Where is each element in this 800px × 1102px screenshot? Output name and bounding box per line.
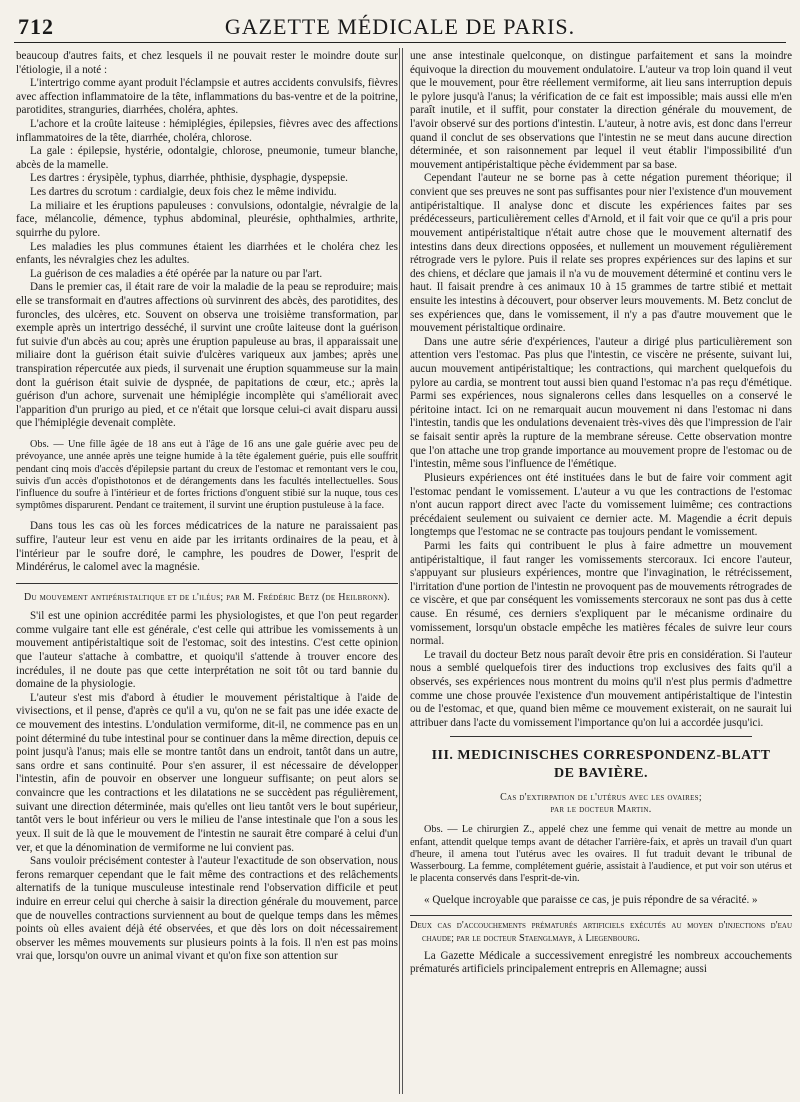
page-header	[14, 10, 786, 43]
page-number: 712	[18, 14, 54, 39]
case-title: Deux cas d'accouchements prématurés artificiels exécutés au moyen d'injections d'eau chaude; par le docteur Staenglmayr, à Liegenbourg.	[410, 920, 792, 944]
left-column	[16, 50, 398, 1094]
paragraph: Les dartres du scrotum : cardialgie, deux fois chez le même individu.	[30, 186, 337, 199]
article-title: Du mouvement antipéristaltique et de l'iléus; par M. Frédéric Betz (de Heilbronn).	[23, 591, 391, 603]
paragraph: Le travail du docteur Betz nous paraît devoir être pris en considération. Si l'auteur nous a semblé quelquefois tirer des inductions trop exclusives des faits qu'il a observés, ses expériences nous montrent du moins qu'il n'est plus permis d'admettre comme une chose prouvée l'existence d'un mouvement antipéristaltique de l'intestin ou de l'estomac, et que, quand bien même ce mouvement existerait, on ne saurait lui attribuer dans l'acte du vomissement l'importance qu'on lui a accordée jusqu'ici.	[410, 648, 792, 729]
paragraph: une anse intestinale quelconque, on distingue parfaitement et sans la moindre équivoque la direction du mouvement ondulatoire. L'auteur va trop loin quand il veut que le mouvement, pour être réellement vermiforme, ait lieu sans interruption depuis le pylore jusqu'à l'anus; la vérification de ce fait est impossible; mais aussi elle m'en paraît inutile, et il suffit, pour constater la direction générale du mouvement, de l'avoir observé sur des portions d'intestin. L'auteur, à notre avis, est donc dans l'erreur quand il conclut de ses observations que l'intestin ne se meut dans aucune direction déterminée, et son raisonnement par lequel il veut établir l'impossibilité d'un mouvement antipéristaltique pèche évidemment par sa base.	[410, 50, 792, 171]
paragraph: Cependant l'auteur ne se borne pas à cette négation purement théorique; il convient que ses preuves ne sont pas suffisantes pour nier l'existence d'un mouvement antipéristaltique. Il analyse donc et discute les expériences faites par ses prédécesseurs, particulièrement celles d'Arnold, et il fait voir que ce qu'il a pris pour mouvement antipéristaltique n'était autre chose que le mouvement alternatif des intestins dans deux directions opposées, et nullement un mouvement régulièrement rétrograde vers le pylore. Puis il relate ses propres expériences sur des lapins et sur des chiens, et déclare que jamais il n'a vu de mouvement déterminé et continu vers le haut. Il faisait prendre à ces animaux 10 à 15 grammes de tartre stibié et mettait ensuite les intestins à découvert, pour observer leurs mouvements. M. Betz conclut de ses expériences que, dans le vomissement, il n'y a pas d'autre mouvement que le mouvement péristaltique ordinaire.	[410, 172, 792, 335]
right-column	[410, 50, 792, 1094]
quote: « Quelque incroyable que paraisse ce cas, je puis répondre de sa véracité. »	[424, 893, 758, 906]
paragraph: Dans tous les cas où les forces médicatrices de la nature ne paraissaient pas suffire, l'auteur leur est venu en aide par les irritants ordinaires de la peau, et à l'intérieur par le soufre doré, le camphre, les poudres de Dower, l'esprit de Mindérérus, le calomel avec la magnésie.	[16, 520, 398, 574]
paragraph: L'intertrigo comme ayant produit l'éclampsie et autres accidents convulsifs, fièvres avec affection inflammatoire de la tête, inflammations du bas-ventre et de la poitrine, parotidites, stranguries, diarrhées, choléra, aphtes.	[16, 77, 398, 117]
section-subheading: DE BAVIÈRE.	[554, 765, 648, 781]
paragraph: beaucoup d'autres faits, et chez lesquels il ne pouvait rester le moindre doute sur l'étiologie, il a noté :	[16, 50, 398, 76]
paragraph: L'achore et la croûte laiteuse : hémiplégies, épilepsies, fièvres avec des affections inflammatoires de la tête, diarrhée, choléra, chlorose.	[16, 118, 398, 144]
section-divider	[450, 736, 752, 737]
column-divider-inner	[402, 48, 403, 1094]
paragraph: La gale : épilepsie, hystérie, odontalgie, chlorose, pneumonie, tumeur blanche, abcès de la mamelle.	[16, 145, 398, 171]
paragraph: Les dartres : érysipèle, typhus, diarrhée, phthisie, dysphagie, dyspepsie.	[30, 172, 348, 185]
column-divider	[399, 48, 400, 1094]
paragraph: Dans le premier cas, il était rare de voir la maladie de la peau se reproduire; mais elle se transformait en d'autres affections où survinrent des abcès, des parotidites, des furoncles, des ulcères, etc. Souvent on observa une troisième transformation, par exemple après un intertrigo desséché, il survint une croûte laiteuse dont la guérison fut suivie d'un abcès au cou; après une éruption papuleuse au bras, il apparaissait une miliaire dont la guérison était suivie d'ulcères variqueux aux jambes; après une transpiration répercutée aux pieds, il survenait une éruption squammeuse sur la main dont la guérison était suivie de dyspnée, de papitations de cœur, etc.; après la guérison d'un achore, survenait une hémiplégie incomplète qui s'améliorait avec l'apparition d'un prurigo au pied, et ce n'était que lorsque celui-ci avait disparu aussi que l'hémiplégie devenait complète.	[16, 281, 398, 430]
paragraph: La miliaire et les éruptions papuleuses : convulsions, odontalgie, névralgie de la face, mélancolie, démence, typhus abdominal, pleurésie, ophthalmies, arthrite, squirrhe du pylore.	[16, 199, 398, 239]
paragraph: Sans vouloir précisément contester à l'auteur l'exactitude de son observation, nous ferons remarquer cependant que le fait même des contractions et des relâchements alternatifs de la tunique musculeuse intestinale rend l'observation difficile et peut induire en erreur celui qui cherche à saisir la direction générale du mouvement, parce que de nouvelles contractions surviennent au bout de quelque temps dans les mêmes points où elles avaient déjà été observées, et que dès lors on doit nécessairement observer les mêmes mouvements sur plusieurs points à la fois. Il n'en est pas moins vrai que, lorsqu'on ouvre un animal vivant et qu'on fixe son attention sur	[16, 855, 398, 963]
case-author: par le docteur Martin.	[550, 804, 652, 816]
journal-title: GAZETTE MÉDICALE DE PARIS.	[224, 14, 576, 39]
observation-note: Obs. — Le chirurgien Z., appelé chez une femme qui venait de mettre au monde un enfant, attendit quelque temps avant de détacher l'arrière-faix, et après un travail d'un quart d'heure, il amena tout l'utérus avec les ovaires. Il fut traduit devant le tribunal de Wasserbourg. La femme, complétement guérie, assistait à l'audience, et put voir son utérus et le placenta conservés dans l'esprit-de-vin.	[410, 824, 792, 885]
paragraph: L'auteur s'est mis d'abord à étudier le mouvement péristaltique à l'aide de vivisections, et il pense, d'après ce qu'il a vu, qu'on ne se fait pas une idée exacte de ce mouvement des intestins. L'ondulation vermiforme, dit-il, ne commence pas en un point déterminé du tube intestinal pour se continuer dans la même direction, depuis ce point jusqu'à l'anus; mais elle se montre tantôt dans un endroit, tantôt dans un autre, sans ordre et sans continuité. Pour s'en assurer, il est nécessaire de développer l'intestin, afin de pouvoir en observer une longueur suffisante; on peut alors se convaincre que les contractions et les dilatations ne se succèdent pas régulièrement, suivant une direction déterminée, mais qu'elles ont lieu tantôt vers le bout supérieur, tantôt vers le bout inférieur ou vers le milieu de l'anse intestinale que l'on a sous les yeux. Il suit de là que le mouvement de l'intestin ne saurait être comparé à celui d'un ver, et que la dénomination de vermiforme ne lui convient pas.	[16, 691, 398, 854]
paragraph: La Gazette Médicale a successivement enregistré les nombreux accouchements prématurés artificiels principalement entrepris en Allemagne; aussi	[410, 949, 792, 976]
section-heading: III. MEDICINISCHES CORRESPONDENZ-BLATT	[431, 748, 771, 764]
observation-note: Obs. — Une fille âgée de 18 ans eut à l'âge de 16 ans une gale guérie avec peu de prévoyance, une année après une teigne humide à la tête également guérie, puis elle souffrit pendant cinq mois d'accès d'épilepsie partant du creux de l'estomac et remontant vers le cou, suivis d'un accès d'opisthotonos et de dérangements dans les facultés intellectuelles. Sous l'influence du soufre à l'intérieur et de fortes frictions d'onguent stibié sur la nuque, tous ces symptômes disparurent. Pendant ce traitement, il survint une éruption pustuleuse à la face.	[16, 439, 398, 512]
paragraph: La guérison de ces maladies a été opérée par la nature ou par l'art.	[30, 267, 323, 280]
section-divider	[16, 583, 398, 584]
paragraph: Plusieurs expériences ont été instituées dans le but de faire voir comment agit l'estomac pendant le vomissement. L'auteur a vu que les contractions de l'estomac n'ont aucun rapport direct avec l'acte du vomissement luimême; ces contractions précédaient seulement ou suivaient ce dernier acte. M. Magendie a écrit depuis longtemps que l'estomac ne se contracte pas toujours pendant le vomissement.	[410, 471, 792, 539]
paragraph: Parmi les faits qui contribuent le plus à faire admettre un mouvement antipéristaltique, il faut ranger les vomissements stercoraux. Ici encore l'auteur, s'appuyant sur plusieurs expériences, montre que l'invagination, le rétrécissement, l'irritation d'une portion de l'intestin ne provoquent pas de mouvements rétrogrades de ce viscère, et que par conséquent les vomissements stercoraux ne sont pas dus à cette cause. En résumé, ces derniers s'expliquent par le mécanisme ordinaire du vomissement, lorsqu'un obstacle empêche les matières fécales de suivre leur cours normal.	[410, 539, 792, 648]
paragraph: S'il est une opinion accréditée parmi les physiologistes, et que l'on peut regarder comme vulgaire tant elle est générale, c'est celle qui attribue les vomissements à un mouvement antipéristaltique soit de l'estomac, soit des intestins. C'est cette opinion que l'auteur s'attache à combattre, et quoiqu'il s'attende à trouver encore des incrédules, il ne doute pas que cette interprétation ne soit tôt ou tard bannie du domaine de la physiologie.	[16, 610, 398, 691]
paragraph: Dans une autre série d'expériences, l'auteur a dirigé plus particulièrement son attention vers l'estomac. Pas plus que l'intestin, ce viscère ne présente, suivant lui, aucun mouvement antipéristaltique; les contractions, qui marchent quelquefois du pylore au cardia, se montrent tout aussi bien quand l'estomac n'a pas reçu d'émétique. Parmi ses expériences, nous signalerons celles dans lesquelles on a conservé le péritoine intact. Ici on ne remarquait aucun mouvement ni dans l'estomac ni dans l'intestin, tandis que les ondulations devenaient très-vives dès que l'impression de l'air se faisait sentir après la rupture de la membrane séreuse. Cette observation montre que l'on attache une trop grande importance au mouvement propre de l'estomac ou de l'intestin, même sous l'influence de l'émétique.	[410, 335, 792, 471]
section-divider	[410, 915, 792, 916]
case-title: Cas d'extirpation de l'utérus avec les ovaires;	[500, 791, 702, 803]
paragraph: Les maladies les plus communes étaient les diarrhées et le choléra chez les enfants, les névralgies chez les adultes.	[16, 240, 398, 267]
